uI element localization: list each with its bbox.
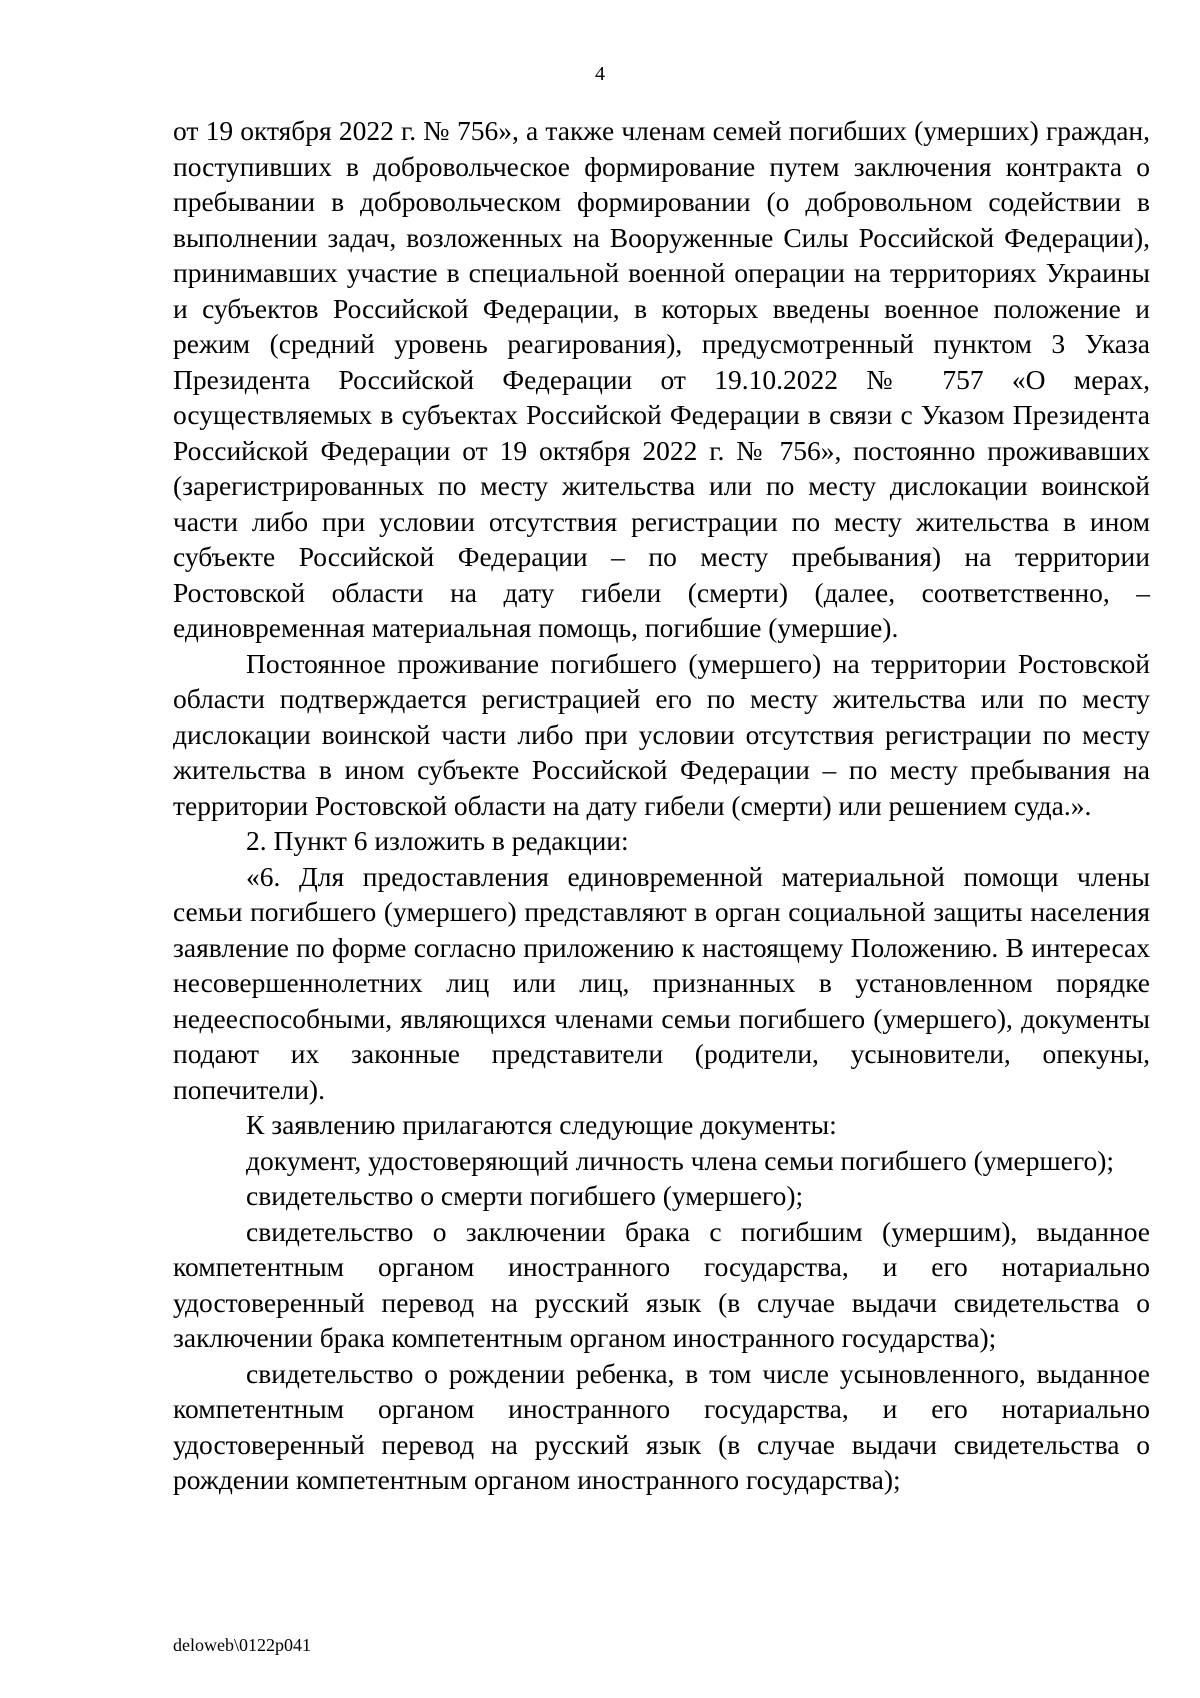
- page-number: 4: [595, 63, 605, 85]
- paragraph-continuation: от 19 октября 2022 г. № 756», а также членам семей погибших (умерших) граждан, поступивших в добровольческое формирование путем заключения контракта о пребывании в добровольческом формировании (о добровольном содействии в выполнении задач, возложенных на Вооруженные Силы Российской Федерации), принимавших участие в специальной военной операции на территориях Украины и субъектов Российской Федерации, в которых введены военное положение и режим (средний уровень реагирования), предусмотренный пунктом 3 Указа Президента Российской Федерации от 19.10.2022 № 757 «О мерах, осуществляемых в субъектах Российской Федерации в связи с Указом Президента Российской Федерации от 19 октября 2022 г. № 756», постоянно проживавших (зарегистрированных по месту жительства или по месту дислокации воинской части либо при условии отсутствия регистрации по месту жительства в ином субъекте Российской Федерации – по месту пребывания) на территории Ростовской области на дату гибели (смерти) (далее, соответственно, – единовременная материальная помощь, погибшие (умершие).: [173, 115, 1150, 643]
- footer-document-code: deloweb\0122p041: [173, 1635, 311, 1655]
- paragraph-attachments-intro: К заявлению прилагаются следующие документы:: [246, 1109, 837, 1140]
- paragraph-residence: Постоянное проживание погибшего (умершего) на территории Ростовской области подтверждается регистрацией его по месту жительства или по месту дислокации воинской части либо при условии отсутствия регистрации по месту жительства в ином субъекте Российской Федерации – по месту пребывания на территории Ростовской области на дату гибели (смерти) или решением суда.».: [173, 647, 1150, 821]
- paragraph-amendment-item-2: 2. Пункт 6 изложить в редакции:: [246, 825, 629, 856]
- list-item-birth-certificate: свидетельство о рождении ребенка, в том числе усыновленного, выданное компетентным органом иностранного государства, и его нотариально удостоверенный перевод на русский язык (в случае выдачи свидетельства о рождении компетентным органом иностранного государства);: [173, 1357, 1150, 1495]
- list-item-marriage-certificate: свидетельство о заключении брака с погибшим (умершим), выданное компетентным органом иностранного государства, и его нотариально удостоверенный перевод на русский язык (в случае выдачи свидетельства о заключении брака компетентным органом иностранного государства);: [173, 1215, 1150, 1353]
- list-item-identity-document: документ, удостоверяющий личность члена семьи погибшего (умершего);: [246, 1144, 1115, 1176]
- list-item-death-certificate: свидетельство о смерти погибшего (умершего);: [246, 1180, 804, 1211]
- document-body: [173, 113, 1150, 1498]
- paragraph-item-6: «6. Для предоставления единовременной материальной помощи члены семьи погибшего (умершего) представляют в орган социальной защиты населения заявление по форме согласно приложению к настоящему Положению. В интересах несовершеннолетних лиц или лиц, признанных в установленном порядке недееспособными, являющихся членами семьи погибшего (умершего), документы подают их законные представители (родители, усыновители, опекуны, попечители).: [173, 860, 1150, 1105]
